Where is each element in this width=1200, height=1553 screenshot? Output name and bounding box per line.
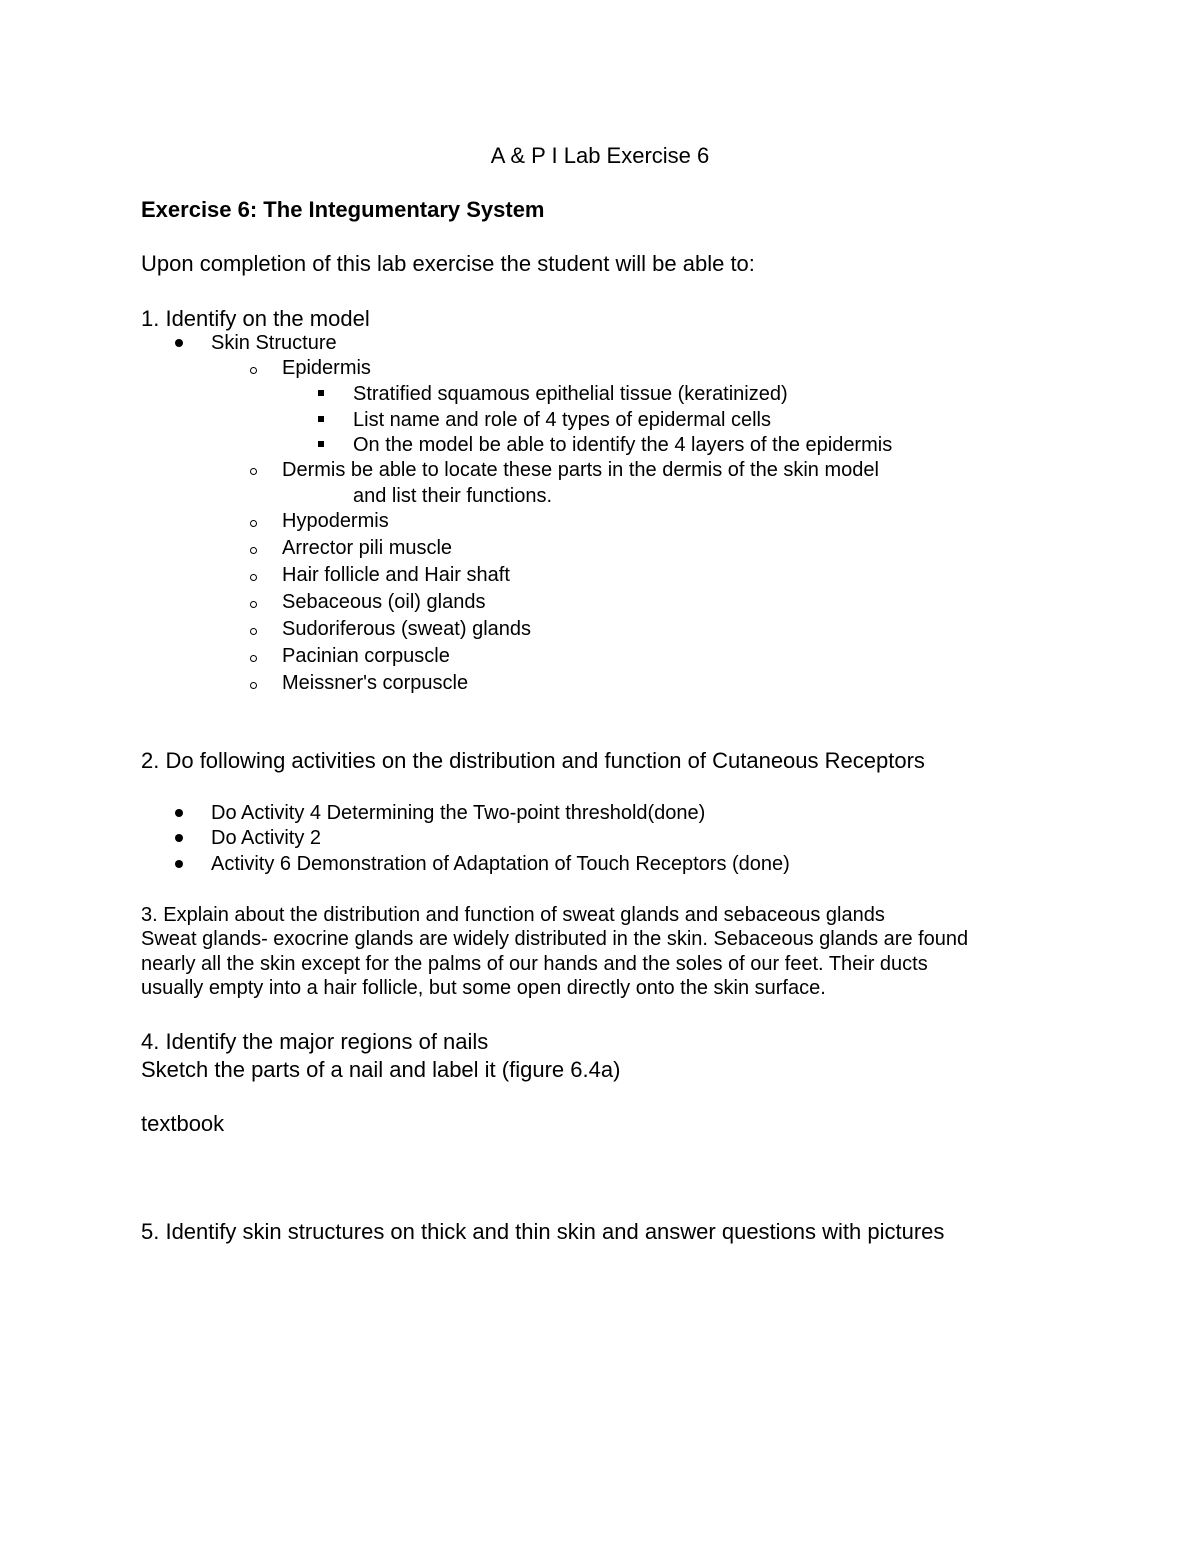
skin-part-item: Sebaceous (oil) glands xyxy=(282,591,486,613)
circle-bullet-icon xyxy=(250,574,257,581)
bullet-icon xyxy=(175,860,183,868)
circle-bullet-icon xyxy=(250,601,257,608)
square-bullet-icon xyxy=(318,441,324,447)
circle-bullet-icon xyxy=(250,628,257,635)
item-3-heading: 3. Explain about the distribution and function of sweat glands and sebaceous glands xyxy=(141,904,885,926)
skin-structure-label: Skin Structure xyxy=(211,332,337,354)
epidermis-point: On the model be able to identify the 4 layers of the epidermis xyxy=(353,434,893,456)
item-5-heading: 5. Identify skin structures on thick and thin skin and answer questions with pictures xyxy=(141,1219,945,1244)
skin-part-item: Hypodermis xyxy=(282,510,389,532)
document-title: Exercise 6: The Integumentary System xyxy=(141,197,545,222)
epidermis-point: List name and role of 4 types of epidermal cells xyxy=(353,409,771,431)
circle-bullet-icon xyxy=(250,520,257,527)
activity-item: Activity 6 Demonstration of Adaptation of Touch Receptors (done) xyxy=(211,853,790,875)
circle-bullet-icon xyxy=(250,682,257,689)
item-3-answer-line: Sweat glands- exocrine glands are widely distributed in the skin. Sebaceous glands are found xyxy=(141,928,969,950)
bullet-icon xyxy=(175,339,183,347)
circle-bullet-icon xyxy=(250,655,257,662)
item-3-answer-line: usually empty into a hair follicle, but some open directly onto the skin surface. xyxy=(141,977,826,999)
item-3-answer-line: nearly all the skin except for the palms of our hands and the soles of our feet. Their ducts xyxy=(141,953,928,975)
epidermis-point: Stratified squamous epithelial tissue (keratinized) xyxy=(353,383,788,405)
item-2-heading: 2. Do following activities on the distribution and function of Cutaneous Receptors xyxy=(141,748,925,773)
item-4-heading: 4. Identify the major regions of nails xyxy=(141,1029,489,1054)
dermis-text-continued: and list their functions. xyxy=(353,485,552,507)
intro-text: Upon completion of this lab exercise the student will be able to: xyxy=(141,251,755,276)
square-bullet-icon xyxy=(318,416,324,422)
skin-part-item: Pacinian corpuscle xyxy=(282,645,450,667)
activity-item: Do Activity 2 xyxy=(211,827,322,849)
dermis-text: Dermis be able to locate these parts in the dermis of the skin model xyxy=(282,459,879,481)
skin-part-item: Sudoriferous (sweat) glands xyxy=(282,618,532,640)
skin-part-item: Meissner's corpuscle xyxy=(282,672,469,694)
bullet-icon xyxy=(175,834,183,842)
activity-item: Do Activity 4 Determining the Two-point threshold(done) xyxy=(211,802,706,824)
epidermis-label: Epidermis xyxy=(282,357,371,379)
skin-part-item: Hair follicle and Hair shaft xyxy=(282,564,510,586)
item-4-answer: textbook xyxy=(141,1111,225,1136)
item-4-sketch-instruction: Sketch the parts of a nail and label it (figure 6.4a) xyxy=(141,1057,621,1082)
square-bullet-icon xyxy=(318,390,324,396)
page-header: A & P I Lab Exercise 6 xyxy=(490,143,710,168)
item-1-heading: 1. Identify on the model xyxy=(141,306,370,331)
skin-part-item: Arrector pili muscle xyxy=(282,537,453,559)
circle-bullet-icon xyxy=(250,547,257,554)
circle-bullet-icon xyxy=(250,367,257,374)
circle-bullet-icon xyxy=(250,468,257,475)
bullet-icon xyxy=(175,809,183,817)
